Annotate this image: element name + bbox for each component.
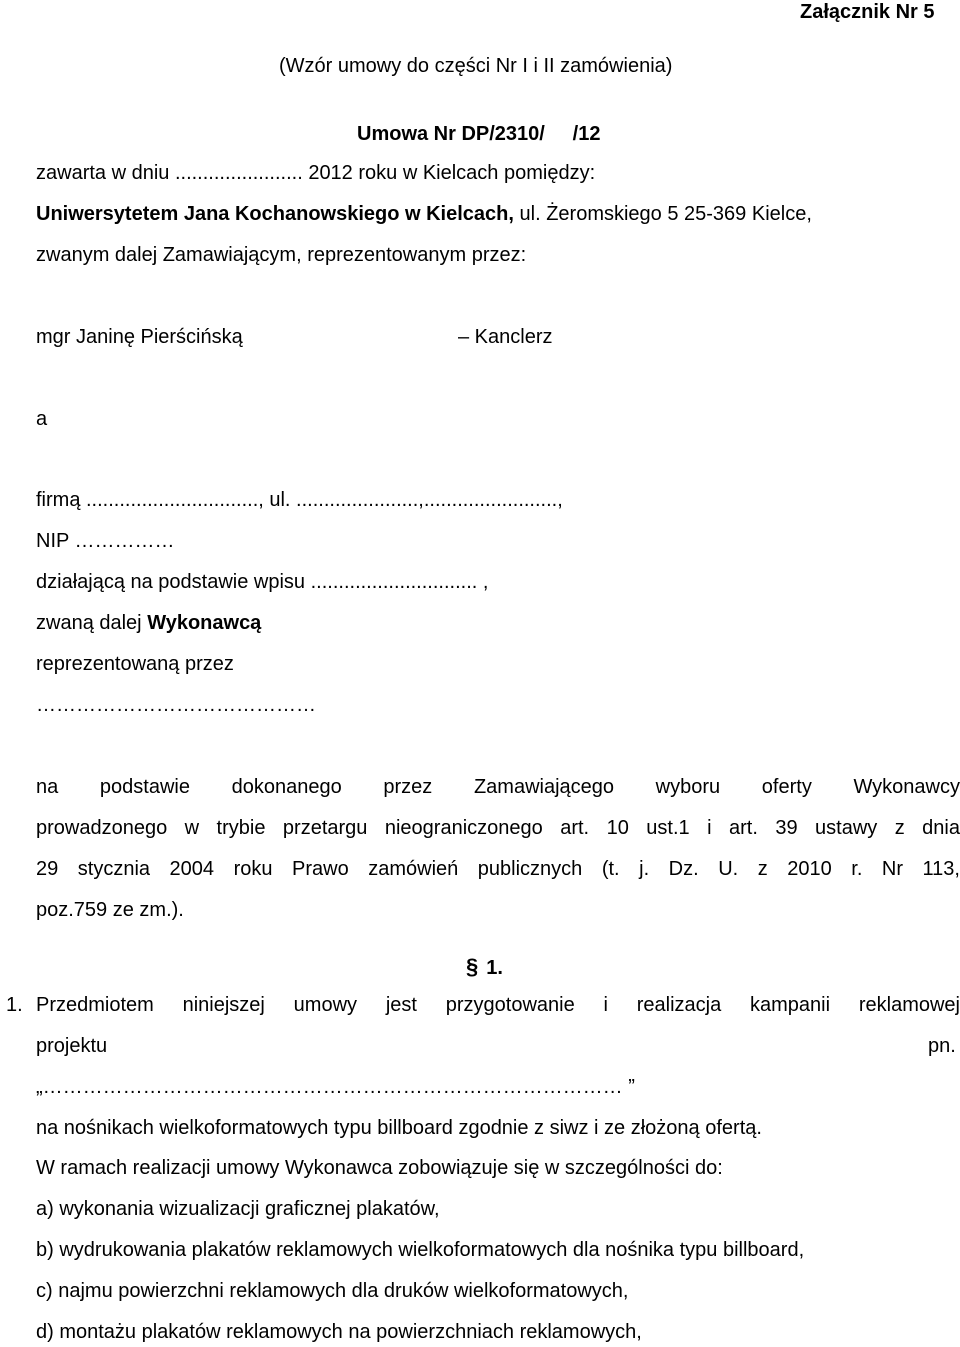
- party2-representative: reprezentowaną przez: [36, 653, 234, 675]
- obligation-item: a) wykonania wizualizacji graficznej plakatów,: [36, 1198, 440, 1220]
- attachment-number: Załącznik Nr 5: [800, 1, 935, 23]
- acting-basis-line: działającą na podstawie wpisu .............................. ,: [36, 571, 489, 593]
- concluded-line: zawarta w dniu ....................... 2012 roku w Kielcach pomiędzy:: [36, 162, 596, 184]
- section-sign: §: [466, 954, 479, 979]
- section-heading: [466, 956, 503, 978]
- conjunction-and: a: [36, 408, 48, 430]
- party1-line: [36, 204, 812, 224]
- obligation-item: c) najmu powierzchni reklamowych dla druków wielkoformatowych,: [36, 1280, 629, 1302]
- media-line: na nośnikach wielkoformatowych typu billboard zgodnie z siwz i ze złożoną ofertą.: [36, 1117, 762, 1139]
- party1-address: ul. Żeromskiego 5 25-369 Kielce,: [513, 203, 812, 225]
- item-text-line-2-left: projektu: [36, 1035, 108, 1057]
- nip-line: NIP ……………: [36, 530, 175, 552]
- project-name-dots: „…………………………………………………………………………… ”: [36, 1076, 635, 1098]
- firm-line: firmą ..............................., ul. ......................,........................,: [36, 489, 563, 511]
- item-text-line-2-right: pn.: [928, 1035, 956, 1057]
- basis-line-1: na podstawie dokonanego przez Zamawiającego wyboru oferty Wykonawcy: [36, 776, 960, 798]
- party2-role: [36, 613, 261, 633]
- item-number: 1.: [6, 994, 23, 1016]
- obligation-item: d) montażu plakatów reklamowych na powierzchniach reklamowych,: [36, 1321, 642, 1343]
- representative-name: mgr Janinę Pierścińską: [36, 326, 243, 348]
- party1-role: zwanym dalej Zamawiającym, reprezentowanym przez:: [36, 244, 527, 266]
- basis-line-3: 29 stycznia 2004 roku Prawo zamówień publicznych (t. j. Dz. U. z 2010 r. Nr 113,: [36, 858, 960, 880]
- template-note: (Wzór umowy do części Nr I i II zamówienia): [279, 55, 673, 77]
- obligation-item: b) wydrukowania plakatów reklamowych wielkoformatowych dla nośnika typu billboard,: [36, 1239, 805, 1261]
- party1-name: Uniwersytetem Jana Kochanowskiego w Kielcach,: [36, 203, 514, 225]
- party2-role-prefix: zwaną dalej: [36, 612, 148, 634]
- party2-representative-dots: ……………………………………: [36, 694, 316, 716]
- basis-line-4: poz.759 ze zm.).: [36, 899, 184, 921]
- basis-line-2: prowadzonego w trybie przetargu nieograniczonego art. 10 ust.1 i art. 39 ustawy z dnia: [36, 817, 960, 839]
- item-text-line-1: Przedmiotem niniejszej umowy jest przygotowanie i realizacja kampanii reklamowej: [36, 994, 960, 1016]
- representative-title: – Kanclerz: [458, 326, 553, 348]
- obligations-intro: W ramach realizacji umowy Wykonawca zobowiązuje się w szczególności do:: [36, 1157, 723, 1179]
- contract-title: Umowa Nr DP/2310/ /12: [357, 123, 601, 145]
- section-number: 1.: [486, 957, 503, 979]
- party2-role-name: Wykonawcą: [147, 612, 262, 634]
